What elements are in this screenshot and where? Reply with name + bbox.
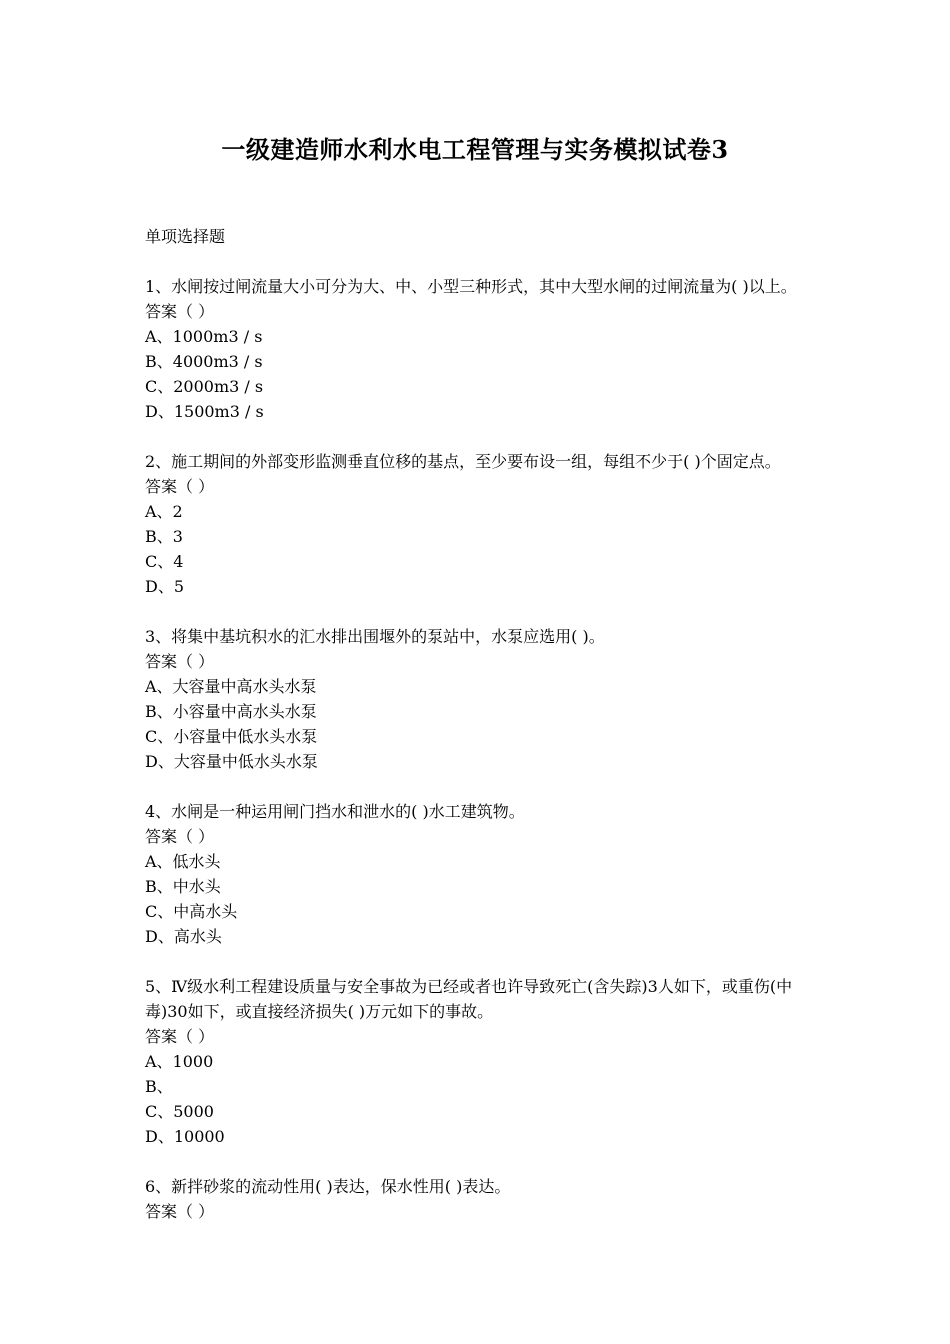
question-text: 4、水闸是一种运用闸门挡水和泄水的( )水工建筑物。 xyxy=(145,802,525,821)
option-a: A、1000 xyxy=(145,1052,214,1071)
answer-blank: 答案（ ） xyxy=(145,827,215,846)
question-text: 6、新拌砂浆的流动性用( )表达，保水性用( )表达。 xyxy=(145,1177,511,1196)
option-d: D、10000 xyxy=(145,1127,225,1146)
option-b: B、中水头 xyxy=(145,877,221,896)
answer-blank: 答案（ ） xyxy=(145,652,215,671)
document-body xyxy=(145,224,817,1249)
option-b: B、 xyxy=(145,1077,173,1096)
question-3 xyxy=(145,624,817,774)
question-5 xyxy=(145,974,817,1149)
document-title: 一级建造师水利水电工程管理与实务模拟试卷3 xyxy=(221,135,729,164)
option-a: A、2 xyxy=(145,502,183,521)
option-b: B、4000m3 / s xyxy=(145,352,263,371)
question-text: 3、将集中基坑积水的汇水排出围堰外的泵站中，水泵应选用( )。 xyxy=(145,627,605,646)
option-d: D、大容量中低水头水泵 xyxy=(145,752,318,771)
option-c: C、小容量中低水头水泵 xyxy=(145,727,318,746)
answer-blank: 答案（ ） xyxy=(145,1202,215,1221)
option-d: D、5 xyxy=(145,577,185,596)
question-6 xyxy=(145,1174,817,1224)
question-text: 1、水闸按过闸流量大小可分为大、中、小型三种形式，其中大型水闸的过闸流量为( )以上。 xyxy=(145,277,797,296)
option-b: B、3 xyxy=(145,527,183,546)
question-2 xyxy=(145,449,817,599)
question-1 xyxy=(145,274,817,424)
option-d: D、高水头 xyxy=(145,927,222,946)
option-c: C、2000m3 / s xyxy=(145,377,264,396)
option-c: C、中高水头 xyxy=(145,902,238,921)
option-c: C、4 xyxy=(145,552,184,571)
option-a: A、1000m3 / s xyxy=(145,327,263,346)
option-a: A、低水头 xyxy=(145,852,221,871)
option-d: D、1500m3 / s xyxy=(145,402,264,421)
option-a: A、大容量中高水头水泵 xyxy=(145,677,317,696)
option-b: B、小容量中高水头水泵 xyxy=(145,702,317,721)
answer-blank: 答案（ ） xyxy=(145,302,215,321)
answer-blank: 答案（ ） xyxy=(145,477,215,496)
question-4 xyxy=(145,799,817,949)
section-heading: 单项选择题 xyxy=(145,227,226,246)
question-text: 2、施工期间的外部变形监测垂直位移的基点，至少要布设一组，每组不少于( )个固定点。 xyxy=(145,452,781,471)
question-text: 5、Ⅳ级水利工程建设质量与安全事故为已经或者也许导致死亡(含失踪)3人如下，或重伤(中毒)30如下，或直接经济损失( )万元如下的事故。 xyxy=(145,977,793,1021)
answer-blank: 答案（ ） xyxy=(145,1027,215,1046)
option-c: C、5000 xyxy=(145,1102,214,1121)
